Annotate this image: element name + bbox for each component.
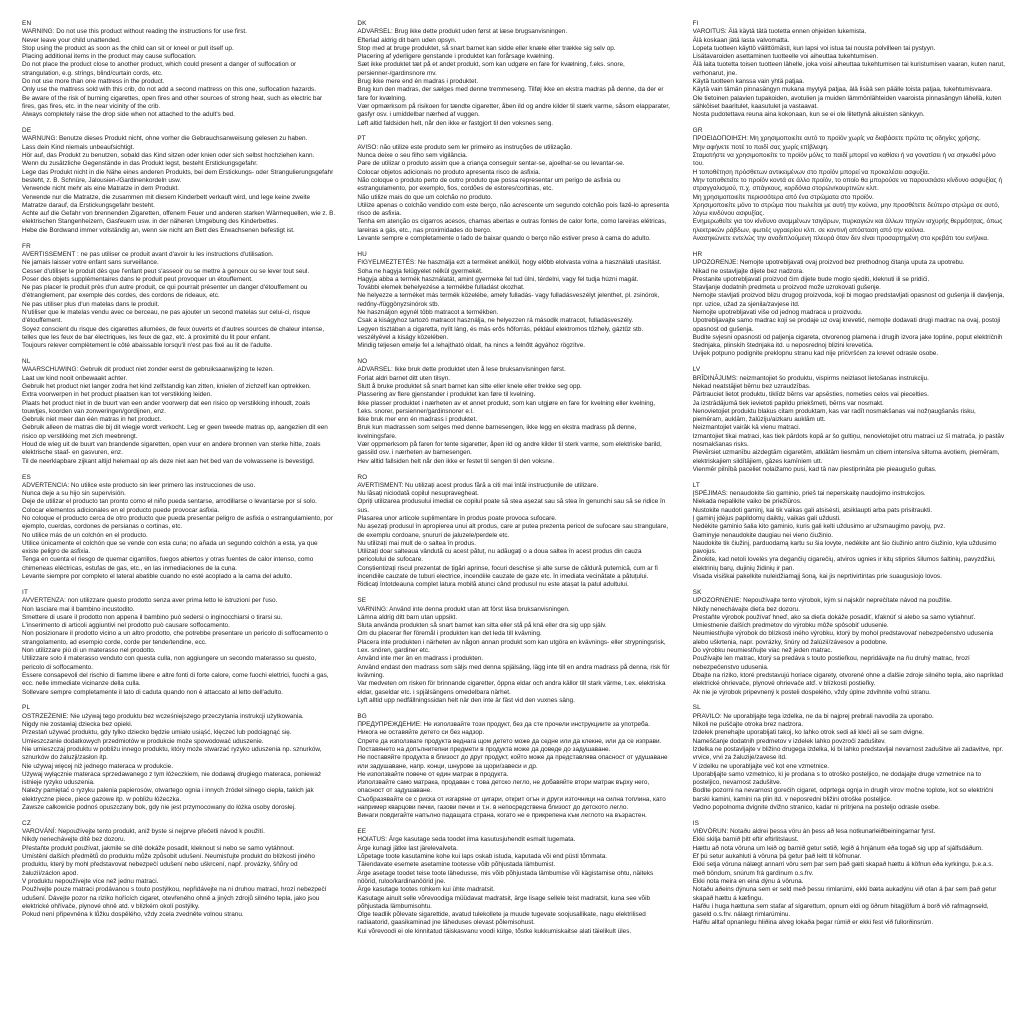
warning-section-fr [22,243,335,351]
warning-line: Bruk kun madrassen som selges med denne barnesengen, ikke legg en ekstra madrass på denne, kvelningsfare. [357,424,637,440]
language-code: FI [692,20,699,27]
language-code: HU [357,250,367,258]
warning-line: Do výrobku neumiestňujte viac než jeden matrac. [692,647,833,655]
warning-line: Vær oppmerksom på faren for tente sigaretter, åpen ild og andre kilder til sterk varme, som elektriske barild, gassild osv. i nærheten av barnesengen. [357,441,662,457]
warning-line: FIGYELMEZTETÉS: Ne használja ezt a terméket anélkül, hogy előbb elolvasta volna a használati utasítást. [357,259,662,267]
warning-line: Extra voorwerpen in het product plaatsen kan tot verstikking leiden. [22,391,213,399]
warning-line: Essere consapevoli del rischio di fiamme libere e altre fonti di forte calore, come fuochi elettrici, fuochi a gas, ecc. nelle immediate vicinanze della culla. [22,671,329,688]
language-code: NO [357,358,368,366]
warning-line: ADVERTENCIA: No utilice este producto sin leer primero las instrucciones de uso. [22,481,256,489]
warning-line: Zawsze całkowicie podnoś opuszczany bok, gdy nie jest przymocowany do łóżka osoby dorosłej. [22,803,296,811]
warning-line: Plasarea unor articole suplimentare în produs poate provoca sufocare. [357,515,557,522]
warning-line: Stop using the product as soon as the child can sit or kneel or pull itself up. [22,44,234,52]
warning-line: Спрете да използвате продукта веднага щом детето може да седне или да клекне, или да се изправи. [357,737,662,745]
warning-line: Ridicați întotdeauna complet latura mobilă atunci când produsul nu este atașat la patul adultului. [357,581,629,589]
warning-line: Nunca deixe o seu filho sem vigilância. [357,152,468,160]
warning-line: Placera inte produkten i närheten av någon annan produkt som kan utgöra en kvävnings- eller strypningsrisk, t.ex. snören, gardiner etc. [357,638,666,655]
warning-line: VARNING: Använd inte denna produkt utan att först läsa bruksanvisningen. [357,605,570,613]
warning-line: Ne pas placer le produit près d'un autre produit, ce qui pourrait présenter un danger d'étouffement ou d'étranglement, par exemple des cordes, des cordons de rideaux, etc. [22,284,308,300]
warning-line: Nikdy nenechávajte dieťa bez dozoru. [692,605,800,613]
warning-section-bg [357,713,670,821]
warning-line: Stavljanje dodatnih predmeta u proizvod može uzrokovati gušenje. [692,284,881,292]
warning-line: Η τοποθέτηση πρόσθετων αντικειμένων στο προϊόν μπορεί να προκαλέσει ασφυξία. [692,168,930,176]
warning-line: Verwende nur die Matratze, die zusammen mit diesem Kinderbett verkauft wird, und lege keine zweite Matratze darauf, da Erstickungsgefahr besteht. [22,193,311,209]
warning-line: PRAVILO: Ne uporabljajte tega izdelka, ne da bi najprej prebrali navodila za uporabo. [692,712,934,720]
warning-line: Til de neerklapbare zijkant altijd helemaal op als deze niet aan het bed van de volwassene is bevestigd. [22,457,315,465]
warning-line: Naudokite tik čiužinį, parduodamą kartu su šia lovyte, nedėkite ant šio čiužinio antro čiužinio, kyla uždusimo pavojus. [692,539,997,556]
warning-line: Lõpetage toote kasutamine kohe kui laps oskab istuda, kaputada või end püsti tõmmata. [357,853,608,861]
warning-line: Umieszczanie dodatkowych przedmiotów w produkcie może spowodować uduszenie. [22,737,264,745]
warning-line: Umiestnenie ďalších predmetov do výrobku môže spôsobiť udusenie. [692,622,889,630]
language-code: NL [22,358,31,366]
language-code: IT [22,588,29,596]
language-code: EE [357,828,367,836]
warning-line: Non utilizzare più di un materasso nel prodotto. [22,647,156,655]
warning-line: Nosta pudotettava reuna aina kokonaan, kun se ei ole liitettynä aikuisten sänkyyn. [692,111,925,119]
warning-line: AVVERTENZA: non utilizzare questo prodotto senza aver prima letto le istruzioni per l'uso. [22,597,278,605]
warning-line: Laat uw kind nooit onbewaakt achter. [22,374,128,382]
warning-line: Nu așezați produsul în apropierea unui alt produs, care ar putea prezenta pericol de sufocare sau strangulare, de exemplu cordoane, șnururi de jaluzele/perdele etc. [357,523,669,539]
warning-line: Mindig teljesen emelje fel a lehajtható oldalt, ha nincs a felnőtt ágyához rögzítve. [357,342,586,350]
warning-line: Käytä vain tämän pinnasängyn mukana myytyä patjaa, älä lisää sen päälle toista patjaa, tukehtumisvaara. [692,86,993,94]
warning-line: Ανασηκώνετε εντελώς την αναδιπλούμενη πλευρά όταν δεν είναι προσαρτημένη στο κρεβάτι του ενήλικα. [692,235,989,243]
warning-line: Μην αφήνετε ποτέ το παιδί σας χωρίς επίβλεψη. [692,143,829,151]
warning-line: Hættu að nota vöruna um leið og barnið getur setið, legið á hnjánum eða togað sig upp af sjálfsdáðum. [692,844,983,852]
warning-line: Μην τοποθετείτε το προϊόν κοντά σε άλλο προϊόν, το οποίο θα μπορούσε να παρουσιάσει κίνδυνο ασφυξίας ή στραγγαλισμού, π.χ. σπάγκους, κορδόνια στορών/κουρτινών κλπ. [692,176,1003,193]
warning-line: Nameščanje dodatnih predmetov v izdelek lahko povzroči zadušitev. [692,737,886,745]
warning-line: Ef þú setur aukahluti á vöruna þá getur það leitt til köfnunar. [692,853,862,861]
warning-line: Brug ikke mere end én madras i produktet. [357,78,479,86]
warning-line: Always completely raise the drop side when not attached to the adult's bed. [22,111,235,119]
language-code: DE [22,127,32,135]
warning-line: Colocar elementos adicionales en el producto puede provocar asfixia. [22,506,220,514]
warning-line: Levante siempre por completo el lateral abatible cuando no esté acoplado a la cama del adulto. [22,573,293,581]
warning-line: Ja izstrādājumā tiek ievietoti papildu priekšmeti, bērns var nosmakt. [692,399,884,407]
warning-section-pt [357,135,670,243]
warning-line: Älä laita tuotetta toisen tuotteen lähelle, joka voisi aiheuttaa tukehtumisen tai kuristumisen vaaran, kuten narut, verhonarut, jne. [692,61,1005,77]
warning-line: Tenha em atenção os cigarros acesos, chamas abertas e outras fontes de calor forte, como lareiras elétricas, lareiras a gás, etc., nas proximidades do berço. [357,218,667,234]
warning-line: Używaj wyłącznie materaca sprzedawanego z tym łóżeczkiem, nie dodawaj drugiego materaca, ponieważ istnieje ryzyko uduszenia. [22,770,322,787]
warning-line: Var medveten om risken för brinnande cigaretter, öppna eldar och andra källor till stark värme, t.ex. elektriska eldar, gaseldar etc. i spjälsängens omedelbara närhet. [357,680,666,696]
warning-line: Houd de wieg uit de buurt van brandende sigaretten, open vuur en andere bronnen van sterke hitte, zoals elektrische staaf- en gasvuren, enz. [22,441,321,457]
warning-line: Täiendavate esemete asetamine tootesse võib põhjustada lämbumist. [357,861,556,869]
warning-line: WARNUNG: Benutze dieses Produkt nicht, ohne vorher die Gebrauchsanweisung gelesen zu haben. [22,135,308,143]
warning-line: Prestaňte výrobok používať hneď, ako sa dieťa dokáže posadiť, kľaknúť si alebo sa samo vytiahnuť. [692,613,976,621]
warning-line: Never leave your child unattended. [22,36,121,44]
warning-line: Não utilize mais do que um colchão no produto. [357,193,493,201]
warning-line: Nikoli ne puščajte otroka brez nadzora. [692,721,804,729]
warning-line: UPOZORENJE: Nemojte upotrebljavati ovaj proizvod bez prethodnog čitanja uputa za upotrebu. [692,259,965,267]
warning-line: Non lasciare mai il bambino incustodito. [22,605,135,613]
warning-line: Никога не оставяйте детето си без надзор. [357,729,485,737]
language-code: LT [692,481,701,489]
warning-line: Använd inte mer än en madrass i produkten. [357,655,484,663]
warning-line: ĮSPĖJIMAS: nenaudokite šio gaminio, prieš tai neperskaitę naudojimo instrukcijos. [692,490,926,498]
warning-line: Lege das Produkt nicht in die Nähe eines anderen Produkts, bei dem Erstickungs- oder Strangulierungsgefahr besteht, z. B. Schnüre, Jalousien-/Gardinenkordeln usw. [22,168,334,184]
warning-line: Lisätavaroiden asettaminen tuotteelle voi aiheuttaa tukehtumisen. [692,53,879,61]
warning-line: Ekki setja vöruna nálægt annarri vöru sem þar sem það gæti skapað hættu á köfnun eða kyrkingu, þ.e.a.s. með böndum, snúrum frá gardínum o.s.frv. [692,861,994,877]
warning-section-gr [693,127,1006,243]
warning-line: Į gaminį įdėjus papildomų daiktų, vaikas gali uždusti. [692,515,841,522]
language-code: PT [357,135,366,143]
warning-line: Hafðu í huga hættuna sem stafar af sígarettum, opnum eldi og öðrum hitagjöfum á borð við rafmagnseld, gaseld o.s.frv. nálægt rimlarúminu. [692,902,989,919]
warning-line: Ne jamais laisser votre enfant sans surveillance. [22,259,159,267]
warning-line: Vedno popolnoma dvignite dvižno stranico, kadar ni pritrjena na posteljo odrasle osebe. [692,803,940,811]
warning-line: Lass dein Kind niemals unbeaufsichtigt. [22,143,135,151]
warning-line: Lyft alltid upp nedfällningssidan helt när den inte är fäst vid den vuxnes säng. [357,696,575,704]
warning-line: L'inserimento di articoli aggiuntivi nel prodotto può causare soffocamento. [22,622,230,630]
warning-section-es [22,474,335,582]
warning-line: Ne használjon egynél több matracot a termékben. [357,308,499,316]
warning-line: Uporabljajte samo vzmetnico, ki je prodana s to otroško posteljico, ne dodajajte druge vzmetnice na to posteljico, nevarnost zadušitve. [692,770,982,787]
warning-line: Neumiestňujte výrobok do blízkosti iného výrobku, ktorý by mohol predstavovať nebezpečenstvo udusenia alebo uškrtenia, napr. povrázky, šnúry od žalúzií/závesov a podobne. [692,630,994,646]
warning-section-lt [693,482,1006,582]
language-code: SL [692,704,701,712]
warning-line: Vær opmærksom på risikoen for tændte cigaretter, åben ild og andre kilder til stærk varme, såsom elapparater, gasfyr osv. i umiddelbar nærhed af vuggen. [357,102,670,119]
warning-line: VIÐVÖRUN: Notaðu aldrei þessa vöru án þess að lesa notkunarleiðbeiningarnar fyrst. [692,828,936,836]
warning-line: OSTRZEŻENIE: Nie używaj tego produktu bez wcześniejszego przeczytania instrukcji użytkowania. [22,712,304,720]
warning-line: Μη χρησιμοποιείτε περισσότερα από ένα στρώματα στο προϊόν. [692,193,874,201]
warning-line: Kasutage ainult selle võrevoodiga müüdavat madratsit, ärge lisage sellele teist madratsit, kuna see võib põhjustada lämbumisohtu. [357,894,651,910]
warning-line: Notaðu aðeins dýnuna sem er seld með þessu rimlarúmi, ekki bæta aukadýnu við ofan á þar sem það getur skapað hættu á kæfingu. [692,886,997,902]
warning-line: Umístění dalších předmětů do produktu může způsobit udušení. Neumisťujte produkt do blízkosti jiného produktu, který by mohl představovat nebezpečí udušení nebo uškrcení, např. provázky, šňůry od žaluzií/záclon apod. [22,853,315,877]
warning-line: Не поставяйте продукта в близост до друг продукт, който може да представлява опасност от удушаване или задушаване, напр. конци, шнурове за щори/завеси и др. [357,754,668,770]
warning-line: Niekada nepalikite vaiko be priežiūros. [692,498,802,506]
warning-section-ee [357,828,670,936]
warning-line: Forlat aldri barnet ditt uten tilsyn. [357,374,451,382]
warning-line: Nikdy nenechávejte dítě bez dozoru. [22,836,126,844]
warning-line: Colocar objetos adicionais no produto apresenta risco de asfixia. [357,168,541,176]
warning-line: Utilice únicamente el colchón que se vende con esta cuna; no añada un segundo colchón a esta, ya que existe peligro de asfixia. [22,539,318,556]
warning-line: Kui võrevoodi ei ole kinnitatud täiskasvanu voodi külge, tõstke kukkumiskaitse alati täielikult üles. [357,927,632,935]
warning-line: Nekad neatstājiet bērnu bez uzraudzības. [692,382,811,390]
warning-line: Använd endast den madrass som säljs med denna spjälsäng, lägg inte till en andra madrass på denna, risk för kvävning. [357,663,670,679]
warning-line: Soyez conscient du risque des cigarettes allumées, de feux ouverts et d'autres sources de chaleur intense, telles que les feux de bar électriques, les feux de gaz, etc. à proximité du lit pour enfant. [22,325,325,341]
warning-line: Nie umieszczaj produktu w pobliżu innego produktu, który może stwarzać ryzyko uduszenia np. sznurków, sznurków do żaluzji/zasłon itp. [22,745,322,762]
warning-line: Älä koskaan jätä lasta valvomatta. [692,36,790,44]
warning-line: Smettere di usare il prodotto non appena il bambino può sedersi o inginocchiarsi o tirarsi su. [22,613,283,621]
warning-line: Tenga en cuenta el riesgo de quemar cigarrillos, fuegos abiertos y otras fuentes de calor intenso, como chimeneas eléctricas, estufas de gas, etc., en las inmediaciones de la cuna. [22,556,314,572]
warning-line: Ak nie je výrobok pripevnený k posteli dospelého, vždy úplne zdvihnite voľnú stranu. [692,688,931,696]
warning-line: Nie używaj więcej niż jednego materaca w produkcie. [22,762,173,770]
warning-line: Izdelka ne postavljajte v bližino drugega izdelka, ki bi lahko predstavljal nevarnost zadušitve ali zadavitve, npr. vrvice, vrvi za žaluzije/zavese itd. [692,745,1004,762]
warning-line: Ekki nota meira en eina dýnu á vöruna. [692,877,804,885]
warning-section-nl [22,358,335,466]
language-code: GR [692,127,703,135]
warning-line: ПРЕДУПРЕЖДЕНИЕ: Не използвайте този продукт, без да сте прочели инструкциите за употреба. [357,721,650,729]
warning-line: Nu lăsați niciodată copilul nesupravegheat. [357,490,479,498]
language-code: DK [357,20,367,27]
warning-line: Legyen tisztában a cigaretta, nyílt láng, és más erős hőforrás, például elektromos tűzhely, gáztűz stb. veszélyével a kiságy közelében. [357,325,644,341]
warning-line: Only use the mattress sold with this crib, do not add a second mattress on this one, suffocation hazards. [22,86,317,94]
warning-line: Používejte pouze matraci prodávanou s touto postýlkou, nepřidávejte na ni druhou matraci, hrozí nebezpečí udušení. Dávejte pozor na riziko hořících cigaret, otevřeného ohně a jiných zdrojů silného tepla, jako jsou elektrické ohřívače, plynové ohně atd. v blízkém okolí postýlky. [22,886,327,910]
warning-line: Visada visiškai pakelkite nuleidžiamąjį šoną, kai jis neprtivirtintas prie suaugusiojo lovos. [692,573,942,581]
warning-line: Conștientizați riscul prezentat de țigări aprinse, focuri deschise și alte surse de căldură puternică, cum ar fi incendiile cauzate de tuburi electrice, incendiile cauzate de gaze etc. în imediata vecinătate a pătuțului. [357,564,658,581]
warning-line: VAROITUS: Älä käytä tätä tuotetta ennen ohjeiden lukemista. [692,28,867,36]
warning-line: Olge teadlik põlevate sigarettide, avatud tulekollete ja muude tugevate soojusallikate, nagu elektrilised radiaatorid, gaasikaminad jne läheduses olevast põlemisohust. [357,911,646,927]
warning-line: Nustokite naudoti gaminį, kai tik vaikas gali atsisėsti, atsiklaupti arba pats prisitraukti. [692,506,933,514]
warning-line: Ne helyezze a terméket más termék közelébe, amely fulladás- vagy fulladásveszélyt jelenthet, pl. zsinórok, redőny-/függönyzsinórok stb. [357,292,660,308]
warning-line: Løft altid faldsiden helt, når den ikke er fastgjort til den voksnes seng. [357,119,554,127]
warning-line: Σταματήστε να χρησιμοποιείτε το προϊόν μόλις το παιδί μπορεί να καθίσει ή να γονατίσει ή να σηκωθεί μόνο του. [692,152,996,168]
warning-line: Ärge asetage toodet teise toote lähedusse, mis võib põhjustada lämbumise või kägistamise ohtu, näiteks nöörid, ruloo/kardinanöörid jne. [357,869,654,885]
warning-line: Toujours relever complètement le côté abaissable lorsqu'il n'est pas fixé au lit de l'adulte. [22,342,273,350]
warning-line: Pievērsiet uzmanību aizdegtām cigaretēm, atklātām liesmām un citiem intensīva siltuma avotiem, piemēram, elektriskajiem sildītājiem, gāzes kamīniem utt. [692,449,1000,465]
warning-line: Χρησιμοποιείτε μόνο το στρώμα που πωλείται με αυτή την κούνια, μην προσθέτετε δεύτερο στρώμα σε αυτό, λόγω κινδύνου ασφυξίας. [692,201,1000,218]
warning-line: N'utiliser que le matelas vendu avec ce berceau, ne pas ajouter un second matelas sur celui-ci, risque d'étouffement. [22,308,311,325]
warning-line: Brug kun den madras, der sælges med denne tremmeseng. Tilføj ikke en ekstra madras på denne, da der er fare for kvælning. [357,86,664,102]
warning-line: No utilice más de un colchón en el producto. [22,531,148,539]
language-code: BG [357,712,367,720]
warning-line: Stop med at bruge produktet, så snart barnet kan sidde eller knæle eller trække sig selv op. [357,44,616,52]
warning-line: Nikad ne ostavljajte dijete bez nadzora. [692,267,804,275]
warning-line: Nu utilizați mai mult de o saltea în produs. [357,539,476,547]
warning-line: Sluta använda produkten så snart barnet kan sitta eller stå på knä eller dra sig upp själv. [357,622,607,630]
warning-line: ADVARSEL: Brug ikke dette produkt uden først at læse brugsanvisningen. [357,28,568,36]
warning-line: UPOZORNENIE: Nepoužívajte tento výrobok, kým si najskôr neprečítate návod na použitie. [692,597,952,605]
warning-line: Placing additional items in the product may cause suffocation. [22,53,197,61]
warning-line: További elemek behelyezése a termékbe fulladást okozhat. [357,284,525,292]
warning-line: Pokud není připevněna k lůžku dospělého, vždy zcela zvedněte volnou stranu. [22,911,244,919]
warning-line: AVERTISSEMENT : ne pas utiliser ce produit avant d'avoir lu les instructions d'utilisation. [22,250,274,258]
warning-line: AVISO: não utilize este produto sem ler primeiro as instruções de utilização. [357,143,573,151]
language-code: PL [22,704,31,712]
warning-line: Ikke plasser produktet i nærheten av et annet produkt, som kan utgjøre en fare for kvelning eller kvelning, f.eks. snorer, persienner/gardinsnorer e.l. [357,399,656,415]
warning-line: Plaats het product niet in de buurt van een ander voorwerp dat een risico op verstikking inhoudt, zoals touwtjes, koorden van zonweringen/gordijnen, enz. [22,399,311,415]
warning-line: Pare de utilizar o produto assim que a criança conseguir sentar-se, ajoelhar-se ou levantar-se. [357,160,625,168]
warning-line: Gaminyje nenaudokite daugiau nei vieno čiužinio. [692,531,833,539]
warning-section-hu [357,251,670,351]
warning-line: Поставянето на допълнителни предмети в продукта може да доведе до задушаване. [357,745,611,753]
warning-line: Należy pamiętać o ryzyku palenia papierosów, otwartego ognia i innych źródeł silnego ciepła, takich jak elektryczne piece, piece gazowe itp. w pobliżu łóżeczka. [22,787,314,803]
warning-section-se [357,597,670,705]
warning-line: Hebe die Bordwand immer vollständig an, wenn sie nicht am Bett des Erwachsenen befestigt ist. [22,226,295,234]
warning-line: Budite svjesni opasnosti od paljenja cigareta, otvorenog plamena i drugih izvora jake topline, poput električnih štednjaka, plinskih štednjaka itd. u neposrednoj blizini krevetića. [692,333,1003,350]
warning-line: Prestanite upotrebljavati proizvod čim dijete bude moglo sjediti, kleknuti ili se pridići. [692,275,930,283]
warning-line: Използвайте само матрака, продаван с това детско легло, не добавяйте втори матрак върху него, опасност от задушаване. [357,779,650,795]
warning-line: ADVARSEL: Ikke bruk dette produktet uten å lese bruksanvisningen først. [357,366,566,374]
language-code: HR [692,250,703,258]
warning-section-hr [693,251,1006,359]
warning-line: Nedėkite gaminio šalia kito gaminio, kuris gali kelti uždusimo ar užsmaugimo pavojų, pvz. [692,523,946,531]
language-code: IS [692,819,700,827]
warning-line: Ikke bruk mer enn én madrass i produktet. [357,416,478,424]
language-code: SK [692,588,702,596]
warning-line: Ενημερωθείτε για τον κίνδυνο αναμμένων τσιγάρων, πυρκαγιών και άλλων πηγών ισχυρής θερμότητας, όπως ηλεκτρικών ράβδων, φωτιές υγραερίου κλπ. σε κοντινή απόσταση από την κούνια. [692,218,1003,234]
warning-line: Przestań używać produktu, gdy tylko dziecko będzie umiało usiąść, klęczeć lub podciągnąć się. [22,729,292,737]
warning-line: Upotrebljavajte samo madrac koji se prodaje uz ovaj krevetić, nemojte dodavati drugi madrac na ovaj, postoji opasnost od gušenja. [692,317,1001,333]
warning-line: Izmantojiet tikai matraci, kas tiek pārdots kopā ar šo gultiņu, nenovietojiet otru matraci uz šī matrača, jo pastāv nosmakšanas risks. [692,432,1005,449]
warning-line: Efterlad aldrig dit barn uden opsyn. [357,36,457,44]
warning-line: Utilizzare solo il materasso venduto con questa culla, non aggiungere un secondo materasso su questo, pericolo di soffocamento. [22,655,317,671]
warning-line: Wenn du zusätzliche Gegenstände in das Produkt legst, besteht Erstickungsgefahr. [22,160,258,168]
warning-section-fi [693,20,1006,120]
warning-section-de [22,127,335,235]
warning-line: Přestaňte produkt používat, jakmile se dítě dokáže posadit, kleknout si nebo se samo vytáhnout. [22,844,295,852]
warning-line: AVERTISMENT: Nu utilizați acest produs fără a citi mai întâi instrucțiunile de utilizare. [357,481,599,489]
language-code: FR [22,242,31,250]
warning-line: Cesser d'utiliser le produit dès que l'enfant peut s'asseoir ou se mettre à genoux ou se lever tout seul. [22,267,310,275]
warning-section-sl [693,704,1006,812]
column-middle [357,20,670,1016]
warning-line: Soha ne hagyja felügyelet nélkül gyermekét. [357,267,483,275]
warning-line: Neizmantojiet vairāk kā vienu matraci. [692,424,801,432]
warning-line: Nigdy nie zostawiaj dziecka bez opieki. [22,721,133,729]
warning-line: Uvijek potpuno podignite preklopnu stranu kad nije pričvršćen za krevet odrasle osobe. [692,350,939,358]
warning-line: VAROVÁNÍ: Nepoužívejte tento produkt, aniž byste si nejprve přečetli návod k použití. [22,828,265,836]
language-code: LV [692,366,701,374]
warning-line: Bodite pozorni na nevarnost gorečih cigaret, odprtega ognja in drugih virov močne toplote, kot so električni barski kamini, kamini na plin itd. v neposredni bližini otroške posteljice. [692,787,994,803]
warning-line: Placering af yderligere genstande i produktet kan forårsage kvælning. [357,53,555,61]
language-code: SE [357,597,367,605]
warning-line: Gebruik niet meer dan één matras in het product. [22,416,162,424]
warning-line: WARNING: Do not use this product without reading the instructions for use first. [22,28,247,36]
warning-line: Nemojte upotrebljavati više od jednog madraca u proizvodu. [692,308,863,316]
warning-line: Não coloque o produto perto de outro produto que possa representar um perigo de asfixia ou estrangulamento, por exemplo, fios, cordões de estores/cortinas, etc. [357,176,621,193]
warning-line: HOIATUS: Ärge kasutage seda toodet ilma kasutusjuhendit esmalt lugemata. [357,836,576,844]
warning-line: Do not place the product close to another product, which could present a danger of suffocation or strangulation, e.g. strings, blind/curtain cords, etc. [22,61,297,77]
warning-section-en [22,20,335,120]
warning-line: Dbajte na riziko, ktoré predstavujú horiace cigarety, otvorené ohne a ďalšie zdroje silného tepla, ako napríklad elektrické ohrievače, plynové ohrievače atď. v blízkosti postieľky. [692,671,1004,688]
warning-line: Hör auf, das Produkt zu benutzen, sobald das Kind sitzen oder knien oder sich selbst hochziehen kann. [22,152,315,160]
warning-line: Používajte len matrac, ktorý sa predáva s touto postieľkou, nepridávajte na ňu druhý matrac, hrozí nebezpečenstvo udusenia. [692,655,970,671]
column-right [693,20,1006,1016]
warning-line: Lopeta tuotteen käyttö välittömästi, kun lapsi voi istua tai nousta polvilleen tai pystyyn. [692,44,936,52]
warning-line: Hev alltid fallsiden helt når den ikke er festet til sengen til den voksne. [357,457,555,465]
warning-line: Gebruik het product niet langer zodra het kind zelfstandig kan zitten, knielen of zichzelf kan optrekken. [22,382,311,390]
warning-line: Ärge kasutage tootes rohkem kui ühte madratsit. [357,886,495,894]
language-code: ES [22,473,31,481]
warning-line: Lämna aldrig ditt barn utan uppsikt. [357,613,458,621]
warning-line: Käytä tuotteen kanssa vain yhtä patjaa. [692,78,805,86]
warning-line: Ärge kunagi jätke last järelevalveta. [357,844,458,852]
warning-line: Vienmēr pilnībā paceliet nolaižamo pusi, kad tā nav piestiprināta pie pieaugušo gultas. [692,465,937,473]
warning-line: Sollevare sempre completamente il lato di caduta quando non è attaccato al letto dell'adulto. [22,688,283,696]
warning-line: Nemojte stavljati proizvod blizu drugog proizvoda, koji bi mogao predstavljati opasnost od gušenja ili davljenja, npr. uzice, užad za sjenila/zavjese itd. [692,292,1005,308]
warning-section-cz [22,820,335,920]
warning-line: Gebruik alleen de matras die bij dit wiegje wordt verkocht. Leg er geen tweede matras op, aangezien dit een risico op verstikking met zich meebrengt. [22,424,328,440]
warning-line: Om du placerar fler föremål i produkten kan det leda till kvävning. [357,630,542,638]
warning-line: Hagyja abba a termék használatát, amint gyermeke fel tud ülni, térdelni, vagy fel tudja húzni magát. [357,275,639,283]
warning-line: Levante sempre e completamente o lado de baixar quando o berço não estiver preso à cama do adulto. [357,235,651,243]
warning-line: BRĪDINĀJUMS: neizmantojiet šo produktu, vispirms neizlasot lietošanas instrukciju. [692,374,929,382]
warning-line: Izdelek prenehajte uporabljati takoj, ko lahko otrok sedi ali kleči ali se sam dvigne. [692,729,924,737]
warning-line: Ne pas utiliser plus d'un matelas dans le produit. [22,300,160,308]
warning-section-is [693,820,1006,928]
warning-line: Ekki skilja barnið þitt eftir eftirlitslaust. [692,836,799,844]
language-code: EN [22,20,32,27]
warning-line: Verwende nicht mehr als eine Matratze in dem Produkt. [22,185,180,193]
warning-line: Nenovietojiet produktu blakus citam produktam, kas var radīt nosmakšanas vai nožņaugšanās risku, piemēram, auklām, žalūziju/aizkaru auklām utt. [692,407,976,424]
warning-section-sk [693,589,1006,697]
warning-line: Винаги повдигайте напълно падащата страна, когато не е прикрепена към леглото на възрастен. [357,812,647,820]
warning-line: Hafðu alltaf opnanlegu hliðina alveg lokaða þegar rúmið er ekki fest við fullorðinsrúm. [692,919,934,927]
warning-section-dk [357,20,670,128]
warning-line: Sæt ikke produktet tæt på et andet produkt, som kan udgøre en fare for kvælning, f.eks. snore, persienner-/gardinsnore mv. [357,61,625,77]
warning-line: Opriți utilizarea produsului imediat ce copilul poate să stea așezat sau să stea în genunchi sau să se ridice în sus. [357,498,666,514]
warning-line: Slutt å bruke produktet så snart barnet kan sitte eller knele eller trekke seg opp. [357,382,582,390]
warning-line: No coloque el producto cerca de otro producto que pueda presentar peligro de asfixia o estrangulamiento, por ejemplo, cuerdas, cordones de persianas o cortinas, etc. [22,515,333,531]
language-code: CZ [22,819,31,827]
warning-line: Nunca deje a su hijo sin supervisión. [22,490,126,498]
warning-line: Deje de utilizar el producto tan pronto como el niño pueda sentarse, arrodillarse o levantarse por sí solo. [22,498,317,506]
warning-line: Plassering av flere gjenstander i produktet kan føre til kvelning. [357,391,536,399]
warning-line: ΠΡΟΕΙΔΟΠΟΙΗΣΗ: Μη χρησιμοποιείτε αυτό το προϊόν χωρίς να διαβάσετε πρώτα τις οδηγίες χρήσης. [692,135,981,143]
warning-line: Съобразявайте се с риска от изгаряне от цигари, открит огън и други източници на силна топлина, като например кварцови печки, газови печки и т.н. в непосредствена близост до детското легло. [357,795,666,811]
warning-section-it [22,589,335,697]
warning-line: V izdelku ne uporabljajte več kot ene vzmetnice. [692,762,830,770]
warning-line: Csak a kiságyhoz tartozó matracot használja, ne helyezzen rá második matracot, fulladásveszély. [357,317,634,325]
column-left [22,20,335,1016]
warning-line: Pārtrauciet lietot produktu, tiklīdz bērns var apsēsties, nometies celos vai piecelties. [692,391,929,399]
warning-line: Non posizionare il prodotto vicino a un altro prodotto, che potrebbe presentare un pericolo di soffocamento o strangolamento, ad esempio corde, corde per tende/tendine, ecc. [22,630,329,646]
warning-line: Achte auf die Gefahr von brennenden Zigaretten, offenem Feuer und anderen starken Wärmequellen, wie z. B. elektrischen Stangenheizern, Gasfeuern usw. in der näheren Umgebung des Kinderbettes. [22,210,336,226]
warning-line: Poser des objets supplémentaires dans le produit peut provoquer un étouffement. [22,275,253,283]
warning-line: Utilizați doar salteaua vândută cu acest pătuț, nu adăugați o a doua saltea în acest produs din cauza pericolului de sufocare. [357,548,642,564]
warning-line: WAARSCHUWING: Gebruik dit product niet zonder eerst de gebruiksaanwijzing te lezen. [22,366,274,374]
warning-line: Ole tietoinen palavien tupakoiden, avotulien ja muiden lämmönlähteiden vaaroista pinnasängyn lähellä, kuten sähköiset baaritulet, kaasutulet ja vastaavat. [692,94,1002,110]
language-code: RO [357,473,368,481]
warning-section-pl [22,704,335,812]
warning-line: V produktu nepoužívejte více než jednu matraci. [22,877,159,885]
warning-line: Žinokite, kad netoli lovelės yra degančių cigarečių, atviros ugnies ir kitų stiprios šilumos šaltinių, pavyzdžiui, elektrinių barų, dujinių židinių ir pan. [692,556,996,572]
warning-section-lv [693,366,1006,474]
warning-line: Do not use more than one mattress in the product. [22,78,165,86]
warning-line: Utilize apenas o colchão vendido com este berço, não acrescente um segundo colchão pois fazê-lo apresenta risco de asfixia. [357,201,669,218]
warning-line: Не използвайте повече от един матрак в продукта. [357,770,509,778]
warning-section-ro [357,474,670,590]
warning-section-no [357,358,670,466]
warning-line: Be aware of the risk of burning cigarettes, open fires and other sources of strong heat, such as electric bar fires, gas fires, etc. in the near vicinity of the crib. [22,94,323,110]
